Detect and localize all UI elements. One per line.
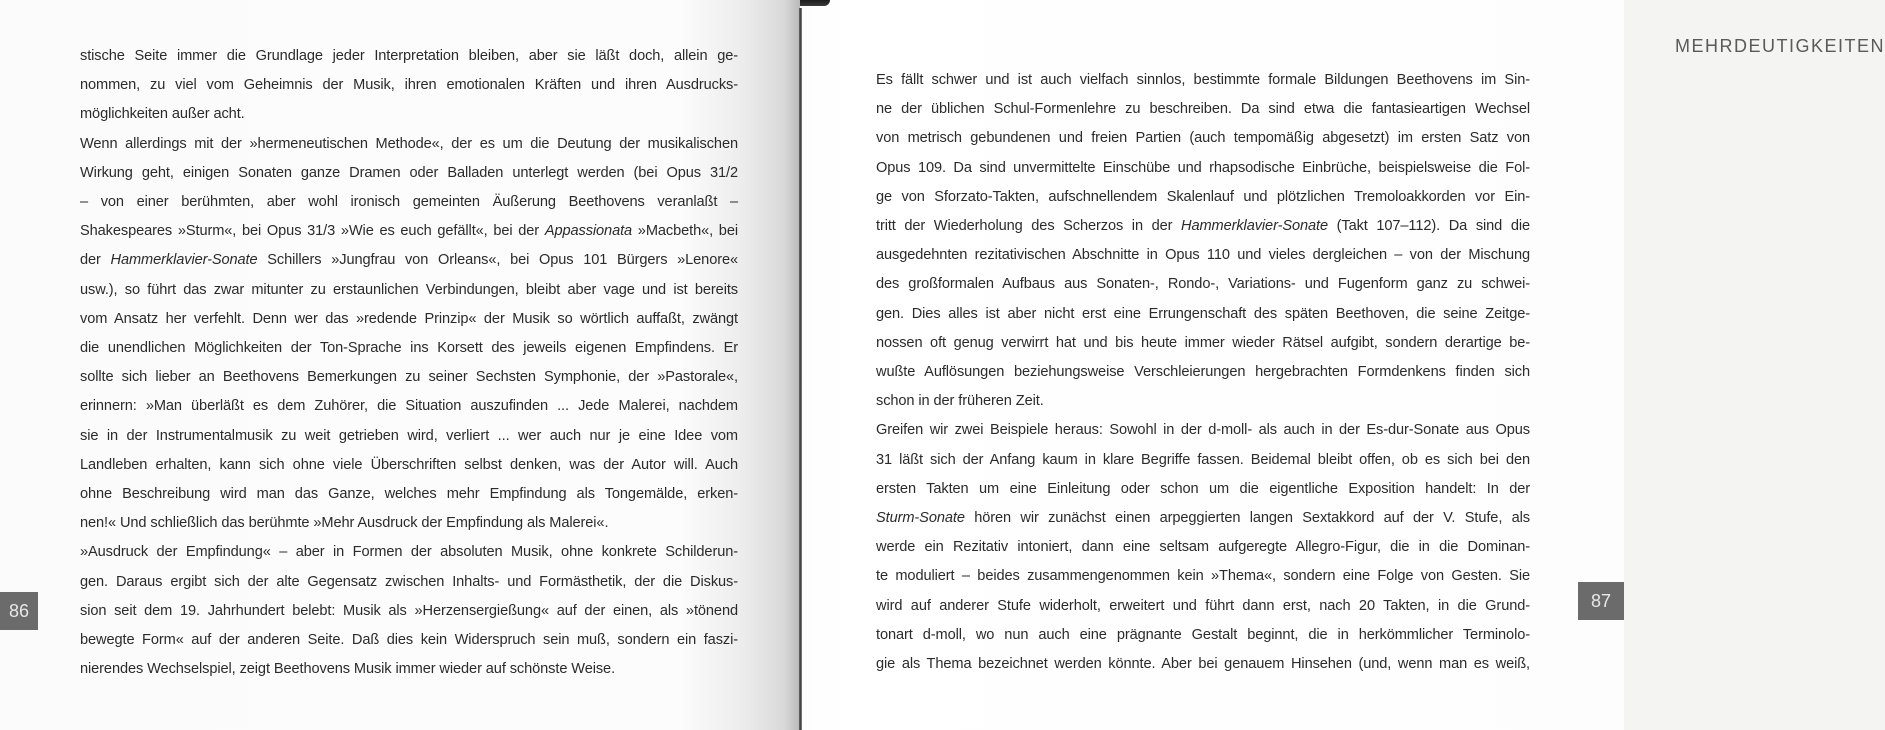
- text-line: [876, 592, 1530, 621]
- text-line: [876, 387, 1530, 416]
- text-segment: »Ausdruck der Empfindung« – aber in Formen der absoluten Musik, ohne konkrete Schilderun-: [80, 544, 738, 561]
- text-segment: tonart d-moll, wo nun auch eine prägnante Gestalt beginnt, die in herkömmlicher Terminolo-: [876, 626, 1530, 643]
- text-line: [876, 212, 1530, 241]
- text-line: [876, 446, 1530, 475]
- text-segment: hören wir zunächst einen arpeggierten langen Sextakkord auf der V. Stufe, als: [964, 510, 1530, 527]
- book-spine: [799, 8, 802, 730]
- text-segment: gie als Thema bezeichnet werden könnte. Aber bei genauem Hinsehen (und, wenn man es weiß,: [876, 656, 1530, 673]
- text-segment: ersten Takten um eine Einleitung oder schon um die eigentliche Exposition handelt: In der: [876, 480, 1530, 497]
- text-segment: möglichkeiten außer acht.: [80, 106, 245, 123]
- text-line: [80, 655, 738, 684]
- text-segment: Shakespeares »Sturm«, bei Opus 31/3 »Wie es euch gefällt«, bei der: [80, 223, 545, 240]
- right-page-body-text: [876, 66, 1530, 679]
- text-line: [876, 533, 1530, 562]
- text-line: [80, 188, 738, 217]
- text-line: [876, 329, 1530, 358]
- text-line: [876, 650, 1530, 679]
- text-segment: ne der üblichen Schul-Formenlehre zu beschreiben. Da sind etwa die fantasieartigen Wechsel: [876, 101, 1530, 118]
- text-segment: nossen oft genug verwirrt hat und bis heute immer wieder Rätsel aufgibt, sondern derartige be-: [876, 334, 1530, 351]
- text-segment: der: [80, 252, 111, 269]
- page-number-left: 86: [0, 592, 38, 630]
- text-segment: des großformalen Aufbaus aus Sonaten-, Rondo-, Variations- und Fugenform ganz zu schwei-: [876, 276, 1530, 293]
- text-segment: vom Ansatz her verfehlt. Denn wer das »redende Prinzip« der Musik so wörtlich auffaßt, zwängt: [80, 310, 738, 327]
- text-line: [80, 71, 738, 100]
- page-corner-shadow: [800, 0, 830, 6]
- text-line: [876, 95, 1530, 124]
- text-segment: Wirkung geht, einigen Sonaten ganze Dramen oder Balladen unterlegt werden (bei Opus 31/2: [80, 164, 738, 181]
- text-segment: Opus 109. Da sind unvermittelte Einschübe und rhapsodische Einbrüche, beispielsweise die Fol-: [876, 159, 1530, 176]
- text-line: [80, 100, 738, 129]
- text-line: [876, 154, 1530, 183]
- text-line: [80, 276, 738, 305]
- text-line: [80, 363, 738, 392]
- text-line: [80, 480, 738, 509]
- text-segment: erinnern: »Man überläßt es dem Zuhörer, die Situation auszufinden ... Jede Malerei, nachdem: [80, 398, 738, 415]
- text-line: [876, 504, 1530, 533]
- text-segment: sie in der Instrumentalmusik zu weit getrieben wird, verliert ... wer auch nur je eine Idee vom: [80, 427, 738, 444]
- text-line: [876, 183, 1530, 212]
- text-segment: – von einer berühmten, aber wohl ironisch gemeinten Äußerung Beethovens veranlaßt –: [80, 194, 738, 211]
- text-line: [80, 246, 738, 275]
- text-line: [876, 300, 1530, 329]
- text-segment: Es fällt schwer und ist auch vielfach sinnlos, bestimmte formale Bildungen Beethovens im Sin-: [876, 72, 1530, 88]
- text-line: [80, 334, 738, 363]
- text-segment: ge von Sforzato-Takten, aufschnellendem Skalenlauf und plötzlichen Tremoloakkorden vor Ein-: [876, 188, 1530, 205]
- text-segment: ohne Beschreibung wird man das Ganze, welches mehr Empfindung als Tongemälde, erken-: [80, 486, 738, 503]
- text-line: [80, 305, 738, 334]
- text-segment: schon in der früheren Zeit.: [876, 393, 1044, 410]
- text-segment: Wenn allerdings mit der »hermeneutischen Methode«, der es um die Deutung der musikalischen: [80, 135, 738, 152]
- text-line: [876, 241, 1530, 270]
- italic-title: Hammerklavier-Sonate: [1181, 218, 1328, 235]
- text-segment: sollte sich lieber an Beethovens Bemerkungen zu seiner Sechsten Symphonie, der »Pastorale«,: [80, 369, 738, 386]
- text-line: [876, 124, 1530, 153]
- italic-title: Sturm-Sonate: [876, 510, 965, 527]
- text-line: [80, 597, 738, 626]
- text-line: [80, 422, 738, 451]
- text-segment: nommen, zu viel vom Geheimnis der Musik, ihren emotionalen Kräften und ihren Ausdrucks-: [80, 77, 738, 94]
- text-line: [80, 538, 738, 567]
- italic-title: Hammerklavier-Sonate: [110, 252, 258, 269]
- text-segment: te moduliert – beides zusammengenommen kein »Thema«, sondern eine Folge von Gesten. Sie: [876, 568, 1530, 585]
- text-segment: ausgedehnten rezitativischen Abschnitte in Opus 110 und vieles dergleichen – von der Mischung: [876, 247, 1530, 264]
- section-heading: MEHRDEUTIGKEITEN: [1675, 36, 1885, 56]
- text-segment: die unendlichen Möglichkeiten der Ton-Sprache ins Korsett des jeweils eigenen Empfindens. Er: [80, 340, 738, 357]
- text-line: [80, 509, 738, 538]
- text-line: [876, 562, 1530, 591]
- text-segment: Landleben erhalten, kann sich ohne viele Überschriften selbst denken, was der Autor will. Auch: [80, 456, 738, 473]
- text-segment: von metrisch gebundenen und freien Partien (auch tempomäßig abgesetzt) im ersten Satz von: [876, 130, 1530, 147]
- text-line: [80, 626, 738, 655]
- text-line: [876, 416, 1530, 445]
- text-line: [876, 621, 1530, 650]
- text-line: [80, 451, 738, 480]
- text-line: [80, 130, 738, 159]
- text-segment: stische Seite immer die Grundlage jeder Interpretation bleiben, aber sie läßt doch, allein ge-: [80, 48, 738, 64]
- text-segment: tritt der Wiederholung des Scherzos in der: [876, 218, 1182, 235]
- text-segment: 31 läßt sich der Anfang kaum in klare Begriffe fassen. Beidemal bleibt offen, ob es sich bei den: [876, 451, 1530, 468]
- italic-title: Appassionata: [544, 223, 633, 240]
- text-segment: gen. Dies alles ist aber nicht erst eine Errungenschaft des späten Beethoven, die seine Zeitge-: [876, 305, 1530, 322]
- left-page-body-text: [80, 42, 738, 684]
- text-line: [80, 217, 738, 246]
- text-line: [80, 392, 738, 421]
- text-segment: werde ein Rezitativ intoniert, dann eine seltsam aufgeregte Allegro-Figur, die in die Dominan-: [876, 539, 1530, 556]
- text-line: [876, 66, 1530, 95]
- text-line: [80, 159, 738, 188]
- text-segment: nierendes Wechselspiel, zeigt Beethovens Musik immer wieder auf schönste Weise.: [80, 661, 616, 678]
- text-line: [876, 358, 1530, 387]
- text-segment: Schillers »Jungfrau von Orleans«, bei Opus 101 Bürgers »Lenore«: [257, 252, 739, 269]
- text-segment: wird auf anderer Stufe widerholt, erweitert und führt dann erst, nach 20 Takten, in die Grund-: [876, 597, 1530, 614]
- text-line: [80, 42, 738, 71]
- text-segment: bewegte Form« auf der anderen Seite. Daß dies kein Widerspruch sein muß, sondern ein faszi-: [80, 632, 738, 649]
- left-page: [0, 0, 800, 730]
- page-number-right: 87: [1578, 582, 1624, 620]
- text-segment: Greifen wir zwei Beispiele heraus: Sowohl in der d-moll- als auch in der Es-dur-Sonate aus Opus: [876, 422, 1530, 439]
- text-segment: (Takt 107–112). Da sind die: [1327, 218, 1530, 235]
- text-line: [80, 568, 738, 597]
- text-segment: sion seit dem 19. Jahrhundert belebt: Musik als »Herzensergießung« auf der einen, als »tönend: [80, 602, 738, 619]
- text-line: [876, 270, 1530, 299]
- text-segment: wußte Auflösungen beziehungsweise Verschleierungen hergebrachten Formdenkens finden sich: [876, 364, 1530, 381]
- text-segment: gen. Daraus ergibt sich der alte Gegensatz zwischen Inhalts- und Formästhetik, der die Diskus-: [80, 573, 738, 590]
- text-line: [876, 475, 1530, 504]
- text-segment: nen!« Und schließlich das berühmte »Mehr Ausdruck der Empfindung als Malerei«.: [80, 515, 609, 532]
- text-segment: »Macbeth«, bei: [632, 223, 738, 240]
- text-segment: usw.), so führt das zwar mitunter zu erstaunlichen Verbindungen, bleibt aber vage und ist bereits: [80, 281, 738, 298]
